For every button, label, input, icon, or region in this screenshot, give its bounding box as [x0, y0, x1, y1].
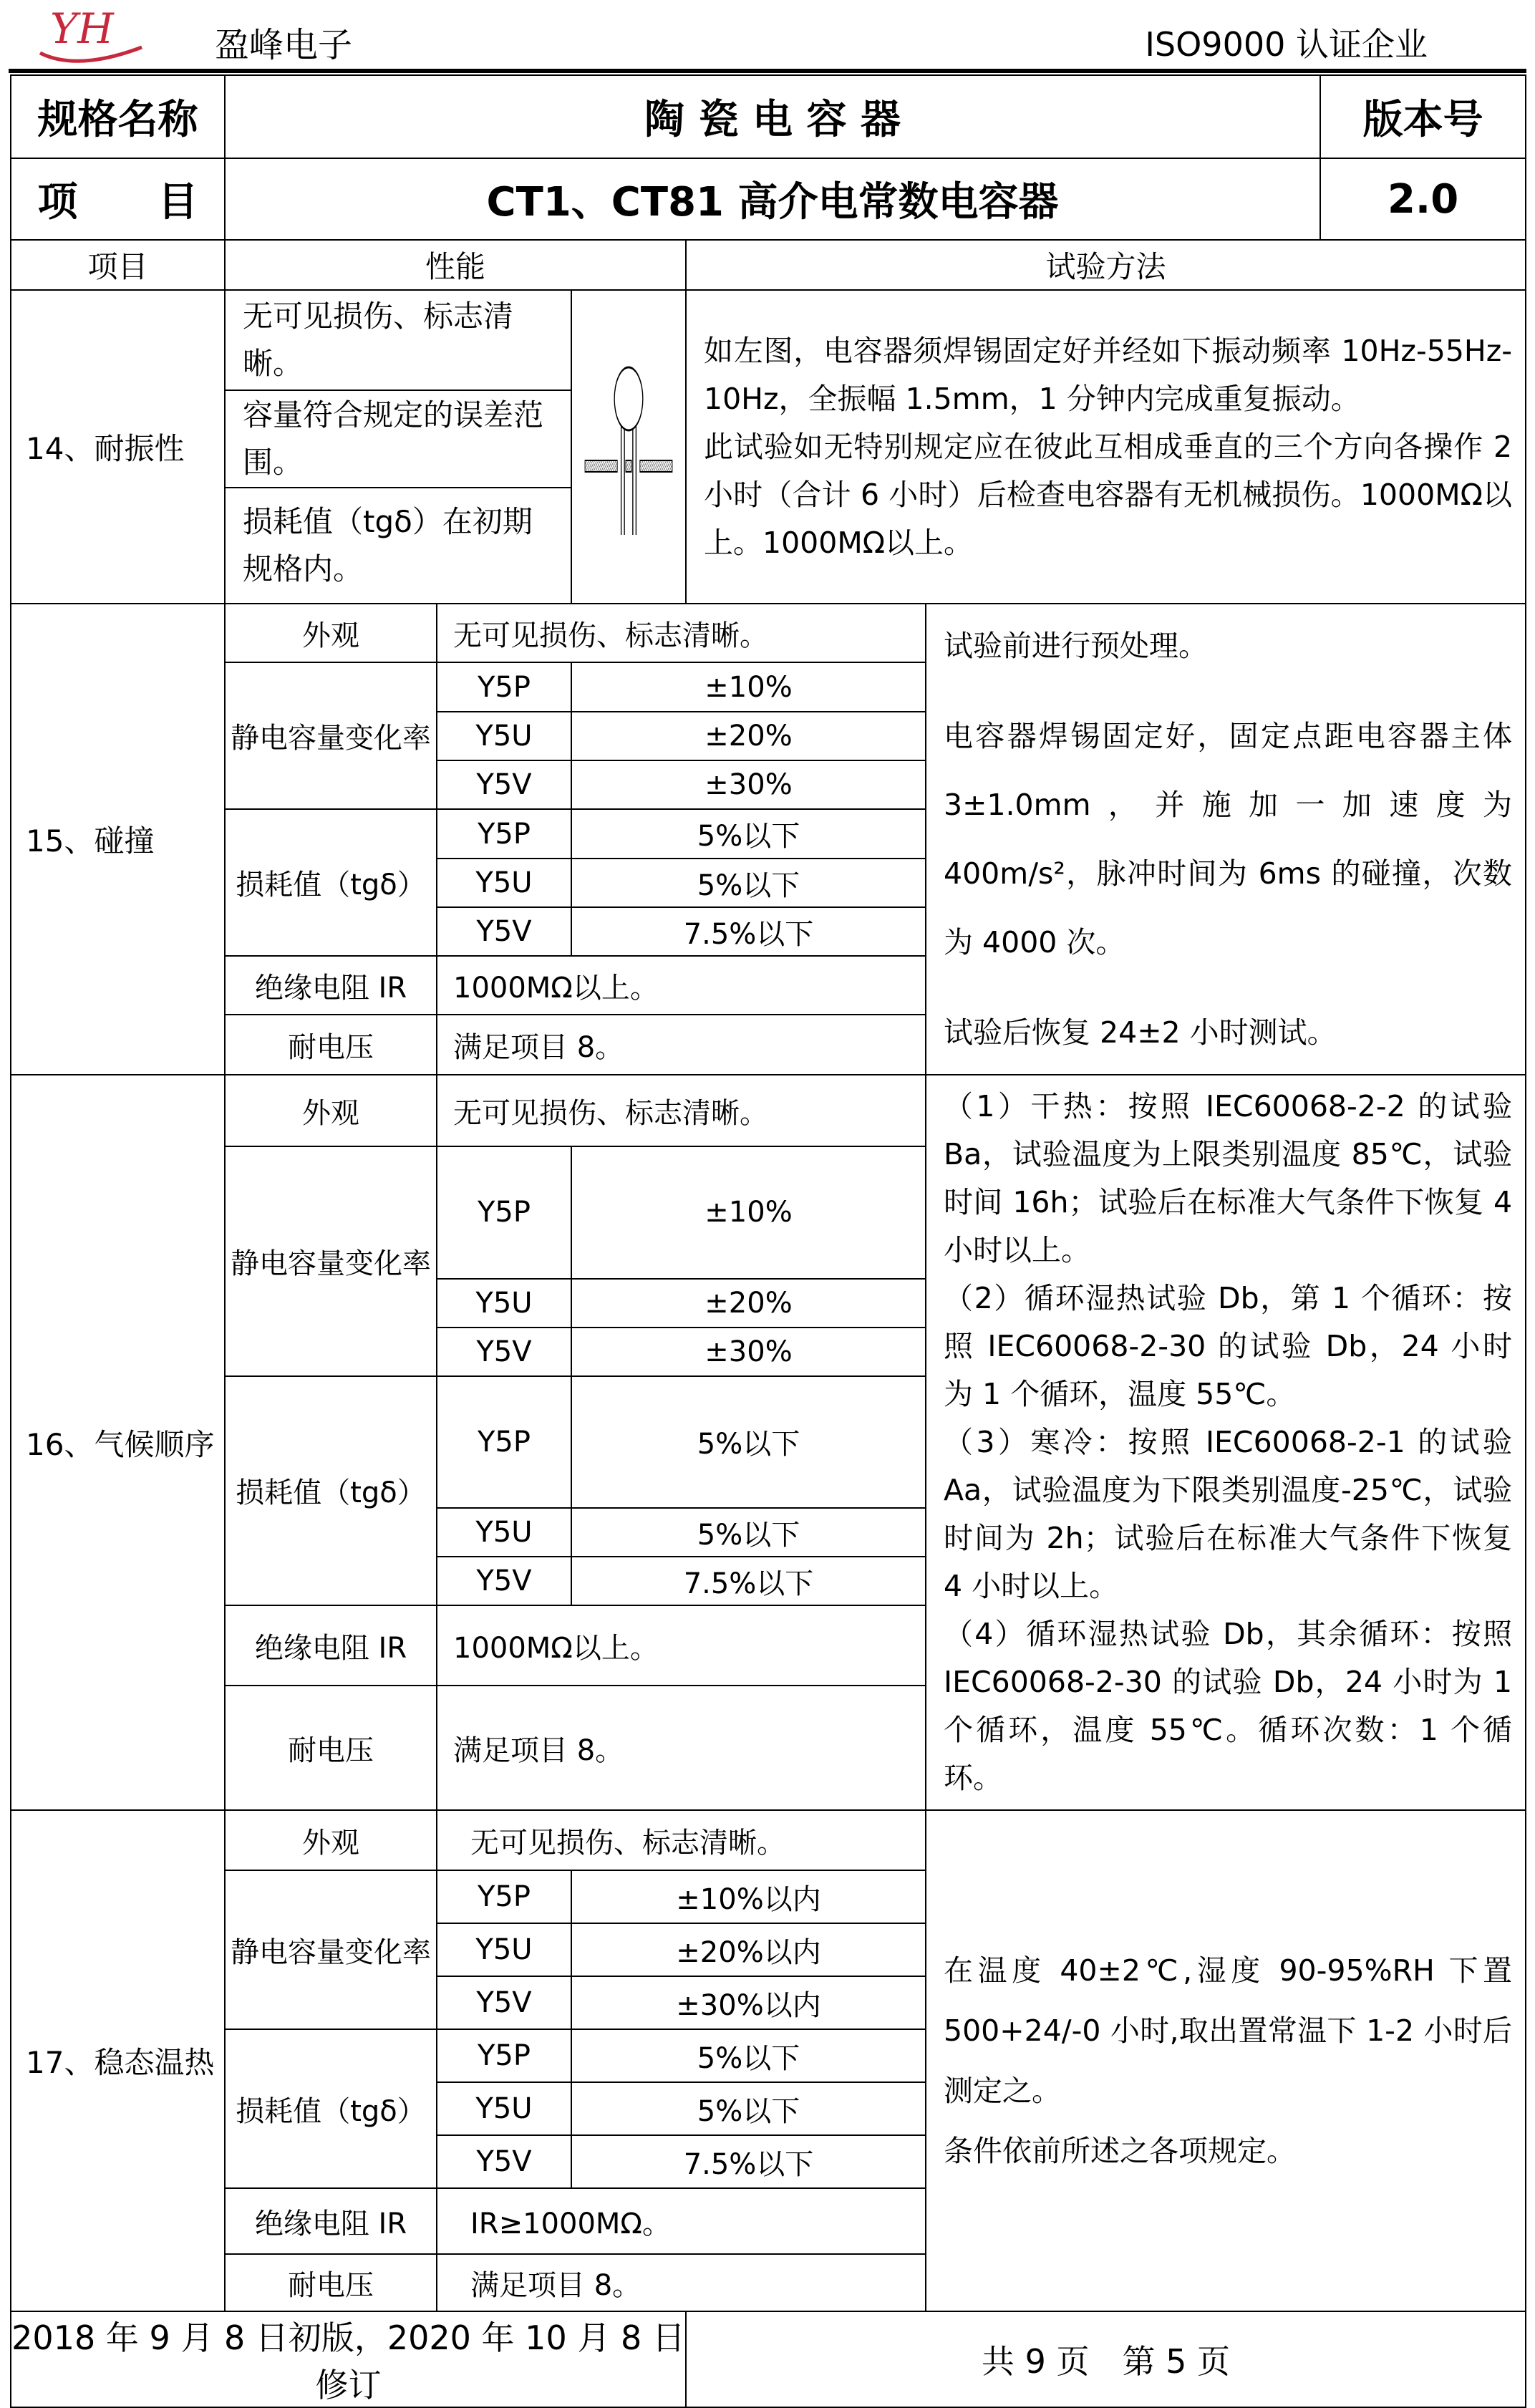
s17-method-paragraph: 条件依前所述之各项规定。: [944, 2134, 1296, 2168]
s14-req-capacitance: 容量符合规定的误差范围。: [225, 390, 571, 488]
s17-type: Y5V: [437, 1976, 571, 2029]
s17-cap-value: ±30%以内: [571, 1976, 926, 2029]
s15-method: [926, 604, 1526, 1075]
s17-cap-value: ±20%以内: [571, 1923, 926, 1976]
s16-cap-change-label: 静电容量变化率: [225, 1146, 437, 1376]
s16-cap-value: ±20%: [571, 1279, 926, 1328]
s17-cap-change-label: 静电容量变化率: [225, 1870, 437, 2029]
s17-cap-value: ±10%以内: [571, 1870, 926, 1923]
s16-loss-value: 7.5%以下: [571, 1557, 926, 1605]
s17-type: Y5P: [437, 1870, 571, 1923]
s17-type: Y5U: [437, 2082, 571, 2135]
s14-method-paragraph: 如左图，电容器须焊锡固定好并经如下振动频率 10Hz-55Hz-10Hz，全振幅 1.5mm，1 分钟内完成重复振动。: [704, 333, 1513, 416]
s16-loss-value: 5%以下: [571, 1376, 926, 1509]
s15-loss-value: 7.5%以下: [571, 907, 926, 956]
s15-type: Y5V: [437, 760, 571, 809]
s17-voltage-value: 满足项目 8。: [437, 2254, 926, 2311]
s15-voltage-label: 耐电压: [225, 1015, 437, 1075]
s15-method-paragraph: 电容器焊锡固定好，固定点距电容器主体 3±1.0mm，并施加一加速度为 400m/s²，脉冲时间为 6ms 的碰撞，次数为 4000 次。: [944, 719, 1513, 959]
s16-ir-label: 绝缘电阻 IR: [225, 1605, 437, 1686]
s16-loss-value: 5%以下: [571, 1508, 926, 1557]
s15-type: Y5U: [437, 859, 571, 907]
s15-type: Y5P: [437, 662, 571, 712]
s17-type: Y5U: [437, 1923, 571, 1976]
s17-loss-value: 5%以下: [571, 2082, 926, 2135]
s16-type: Y5P: [437, 1146, 571, 1279]
certification-label: ISO9000 认证企业: [1145, 25, 1428, 64]
capacitor-diagram: [572, 291, 685, 599]
s14-capacitor-figure-cell: [571, 290, 686, 604]
s15-name: 15、碰撞: [11, 604, 225, 1075]
s15-appearance-value: 无可见损伤、标志清晰。: [437, 604, 926, 662]
s15-type: Y5V: [437, 907, 571, 956]
s17-method-paragraph: 在温度 40±2℃,湿度 90-95%RH 下置 500+24/-0 小时,取出置常温下 1-2 小时后测定之。: [944, 1953, 1513, 2108]
s16-method: [926, 1075, 1526, 1810]
s15-voltage-value: 满足项目 8。: [437, 1015, 926, 1075]
s14-name: 14、耐振性: [11, 290, 225, 604]
s16-type: Y5U: [437, 1279, 571, 1328]
s15-loss-value: 5%以下: [571, 859, 926, 907]
s15-cap-value: ±20%: [571, 712, 926, 760]
s15-type: Y5P: [437, 809, 571, 859]
s15-ir-value: 1000MΩ以上。: [437, 956, 926, 1015]
header-rule: [9, 69, 1526, 73]
s15-appearance-label: 外观: [225, 604, 437, 662]
s16-method-paragraph: （4）循环湿热试验 Db，其余循环：按照 IEC60068-2-30 的试验 Db，24 小时为 1 个循环，温度 55℃。循环次数：1 个循环。: [944, 1617, 1513, 1795]
s16-method-paragraph: （3）寒冷：按照 IEC60068-2-1 的试验 Aa，试验温度为下限类别温度-25℃，试验时间为 2h；试验后在标准大气条件下恢复 4 小时以上。: [944, 1425, 1513, 1603]
s16-method-paragraph: （1）干热：按照 IEC60068-2-2 的试验 Ba，试验温度为上限类别温度 85℃，试验时间 16h；试验后在标准大气条件下恢复 4 小时以上。: [944, 1089, 1513, 1267]
s16-cap-value: ±10%: [571, 1146, 926, 1279]
s17-appearance-label: 外观: [225, 1810, 437, 1870]
logo-text: YH: [50, 4, 114, 53]
s16-type: Y5P: [437, 1376, 571, 1509]
s16-name: 16、气候顺序: [11, 1075, 225, 1810]
s17-loss-value: 5%以下: [571, 2029, 926, 2082]
company-logo: [34, 3, 163, 69]
s17-voltage-label: 耐电压: [225, 2254, 437, 2311]
s17-appearance-value: 无可见损伤、标志清晰。: [437, 1810, 926, 1870]
item-label: 项 目: [11, 158, 225, 240]
s17-ir-label: 绝缘电阻 IR: [225, 2188, 437, 2254]
s14-req-loss: 损耗值（tgδ）在初期规格内。: [225, 488, 571, 604]
s15-loss-label: 损耗值（tgδ）: [225, 809, 437, 956]
s16-type: Y5V: [437, 1328, 571, 1376]
s16-appearance-label: 外观: [225, 1075, 437, 1146]
s15-type: Y5U: [437, 712, 571, 760]
s16-type: Y5U: [437, 1508, 571, 1557]
version-label: 版本号: [1320, 75, 1526, 158]
s15-method-paragraph: 试验前进行预处理。: [944, 629, 1208, 663]
col-header-method: 试验方法: [686, 240, 1526, 290]
s15-loss-value: 5%以下: [571, 809, 926, 859]
col-header-item: 项目: [11, 240, 225, 290]
s14-method: [686, 290, 1526, 604]
s17-loss-label: 损耗值（tgδ）: [225, 2029, 437, 2188]
s16-voltage-value: 满足项目 8。: [437, 1686, 926, 1810]
s16-loss-label: 损耗值（tgδ）: [225, 1376, 437, 1606]
s16-voltage-label: 耐电压: [225, 1686, 437, 1810]
s17-type: Y5V: [437, 2135, 571, 2188]
s16-method-paragraph: （2）循环湿热试验 Db，第 1 个循环：按照 IEC60068-2-30 的试验 Db，24 小时为 1 个循环，温度 55℃。: [944, 1281, 1513, 1411]
company-name: 盈峰电子: [215, 25, 353, 65]
s17-name: 17、稳态温热: [11, 1810, 225, 2311]
s17-ir-value: IR≥1000MΩ。: [437, 2188, 926, 2254]
s15-cap-value: ±30%: [571, 760, 926, 809]
spec-name-label: 规格名称: [11, 75, 225, 158]
footer-dates: 2018 年 9 月 8 日初版，2020 年 10 月 8 日修订: [11, 2311, 686, 2407]
s16-ir-value: 1000MΩ以上。: [437, 1605, 926, 1686]
s16-cap-value: ±30%: [571, 1328, 926, 1376]
s15-cap-change-label: 静电容量变化率: [225, 662, 437, 809]
s17-loss-value: 7.5%以下: [571, 2135, 926, 2188]
footer-pages: 共 9 页 第 5 页: [686, 2311, 1526, 2407]
s17-type: Y5P: [437, 2029, 571, 2082]
spec-table: [10, 74, 1526, 2408]
s15-ir-label: 绝缘电阻 IR: [225, 956, 437, 1015]
col-header-performance: 性能: [225, 240, 686, 290]
s15-cap-value: ±10%: [571, 662, 926, 712]
s16-type: Y5V: [437, 1557, 571, 1605]
spec-name-value: 陶 瓷 电 容 器: [225, 75, 1320, 158]
version-value: 2.0: [1320, 158, 1526, 240]
s14-req-appearance: 无可见损伤、标志清晰。: [225, 290, 571, 390]
s16-appearance-value: 无可见损伤、标志清晰。: [437, 1075, 926, 1146]
s17-method: [926, 1810, 1526, 2311]
item-value: CT1、CT81 高介电常数电容器: [225, 158, 1320, 240]
s14-method-paragraph: 此试验如无特别规定应在彼此互相成垂直的三个方向各操作 2 小时（合计 6 小时）后检查电容器有无机械损伤。1000MΩ以上。1000MΩ以上。: [704, 429, 1513, 560]
s15-method-paragraph: 试验后恢复 24±2 小时测试。: [944, 1015, 1337, 1050]
